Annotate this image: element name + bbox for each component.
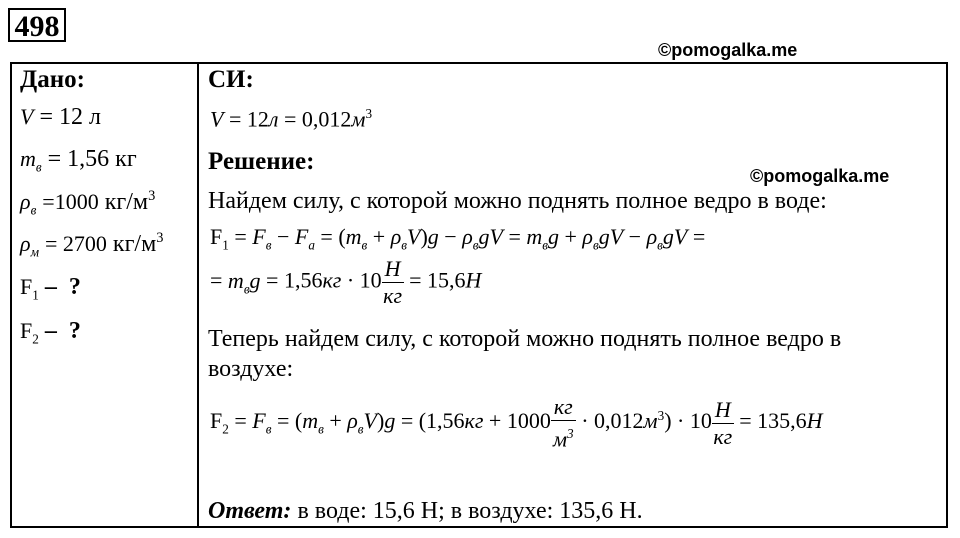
given-unknown-f1: $F_1$ – ? bbox=[20, 274, 81, 303]
watermark-top: ©pomogalka.me bbox=[658, 40, 798, 60]
problem-number: 498 bbox=[8, 8, 66, 42]
equation-2: $F_2 = F_в = (m_в + \rho_вV)g = (1,56кг + 1000$ $\frac{кг}{м^3}$ · $0,012м^3) \cdot 10$ $\frac{Н}{кг}$ = 135,6Н bbox=[210, 394, 823, 452]
given-density-water: $\rho_в =1000$ $кг/м^3$ bbox=[20, 188, 156, 218]
equation-1-line-1: $F_1 = F_в - F_а = (m_в + \rho_вV)g - \rho_вgV = m_вg + \rho_вgV - \rho_вgV$ = bbox=[210, 224, 706, 253]
fraction-n-per-kg-2: $\frac{Н}{кг}$ bbox=[713, 396, 733, 449]
solution-title: Решение: bbox=[208, 148, 315, 175]
answer-label: Ответ: bbox=[208, 498, 292, 524]
watermark-middle: ©pomogalka.me bbox=[750, 166, 890, 186]
given-unknown-f2: $F_2$ – ? bbox=[20, 318, 81, 347]
column-divider bbox=[197, 64, 199, 526]
solution-text-1: Найдем силу, с которой можно поднять полное ведро в воде: bbox=[208, 188, 827, 214]
given-volume: V = 12 л bbox=[20, 104, 101, 130]
solution-text-2-line-1: Теперь найдем силу, с которой можно поднять полное ведро в bbox=[208, 326, 842, 352]
given-title: Дано: bbox=[20, 66, 85, 93]
fraction-n-per-kg: $\frac{Н}{кг}$ bbox=[383, 256, 403, 308]
solution-table bbox=[10, 62, 948, 528]
given-mass: $m_в = 1,56$ кг bbox=[20, 146, 137, 175]
si-title: СИ: bbox=[208, 66, 254, 93]
solution-text-2-line-2: воздухе: bbox=[208, 356, 294, 382]
answer-text: в воде: 15,6 Н; в воздухе: 135,6 Н. bbox=[297, 498, 643, 524]
fraction-kg-per-m3: $\frac{кг}{м^3}$ bbox=[551, 394, 576, 452]
equation-1-line-2: = $m_вg = 1,56кг \cdot 10$ $\frac{Н}{кг}$ = 15,6Н bbox=[210, 256, 482, 308]
answer bbox=[208, 498, 643, 525]
given-density-metal: $\rho_м = 2700$ $кг/м^3$ bbox=[20, 230, 164, 260]
si-line: $V = 12л = 0,012м^3$ bbox=[210, 106, 373, 132]
